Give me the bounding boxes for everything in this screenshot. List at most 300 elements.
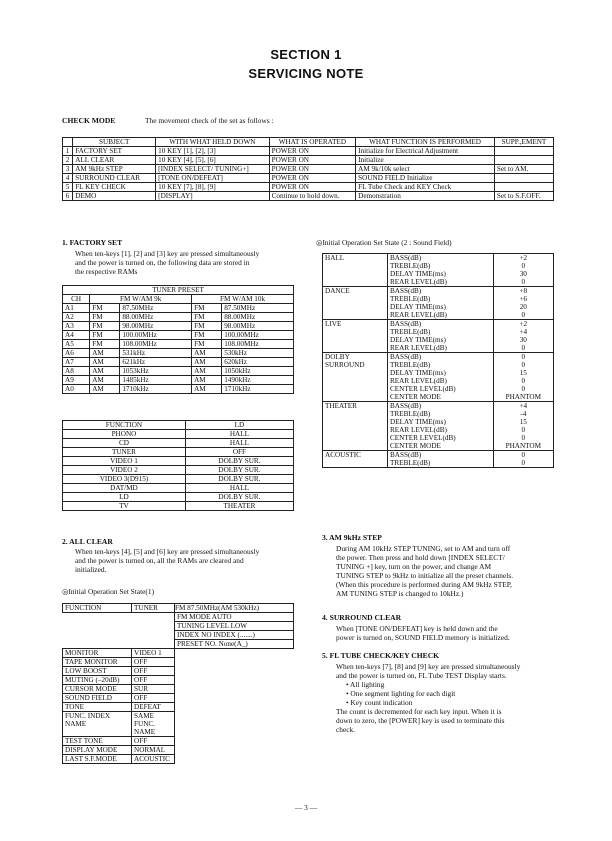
col-header: FM W/AM 10k <box>192 295 294 304</box>
table-row <box>63 502 294 511</box>
col-header: TUNER <box>132 604 175 613</box>
table-cell: 10 KEY [1], [2], [3] <box>156 147 269 156</box>
table-cell: 620kHz <box>222 358 294 367</box>
table-cell: FL Tube Check and KEY Check <box>356 183 495 192</box>
param-value: +4 <box>519 328 528 336</box>
table-cell: FM <box>192 322 222 331</box>
col-header: CH <box>63 295 90 304</box>
blank-cell <box>175 658 294 667</box>
table-cell: AM 9k/10k select <box>356 165 495 174</box>
table-row <box>63 331 294 340</box>
table-row <box>323 254 554 263</box>
table-row <box>63 466 294 475</box>
table-row <box>63 613 294 622</box>
table-cell: 1710kHz <box>222 385 294 394</box>
param-value: PHANTOM <box>505 393 541 401</box>
table-cell: FUNC. INDEX NAME <box>63 712 132 737</box>
table-row <box>63 737 294 746</box>
table-cell: 10 KEY [4], [5], [6] <box>156 156 269 165</box>
table-cell: ACOUSTIC <box>132 755 175 764</box>
table-cell: A3 <box>63 322 90 331</box>
table-cell: VIDEO 1 <box>63 457 186 466</box>
table-row <box>63 746 294 755</box>
table-cell: Set to S.F.OFF. <box>494 192 553 201</box>
table-row <box>63 457 294 466</box>
table-cell: DAT/MD <box>63 484 186 493</box>
table-cell: 100.00MHz <box>222 331 294 340</box>
group-name: DOLBY SURROUND <box>323 353 388 402</box>
table-cell: AM <box>192 349 222 358</box>
table-cell: 88.00MHz <box>222 313 294 322</box>
sound-field-table <box>322 253 554 468</box>
table-cell: OFF <box>132 694 175 703</box>
param-name: REAR LEVEL(dB) <box>388 311 494 320</box>
table-cell: VIDEO 2 <box>63 466 186 475</box>
group-name: DANCE <box>323 287 388 320</box>
table-cell: DEFEAT <box>132 703 175 712</box>
table-cell: 621kHz <box>120 358 192 367</box>
param-name: TREBLE(dB) <box>388 459 494 468</box>
param-value: 0 <box>521 311 526 319</box>
param-name: REAR LEVEL(dB) <box>388 377 494 385</box>
table-cell: 1053kHz <box>120 367 192 376</box>
table-cell: A2 <box>63 313 90 322</box>
table-cell: 6 <box>63 192 73 201</box>
param-value: 30 <box>519 336 527 344</box>
table-cell: POWER ON <box>269 147 356 156</box>
table-row <box>63 703 294 712</box>
table-cell: AM <box>90 376 120 385</box>
param-name: TREBLE(dB) <box>388 328 494 336</box>
table-row <box>63 493 294 502</box>
table-row <box>63 367 294 376</box>
table-cell: AM <box>90 358 120 367</box>
table-cell: POWER ON <box>269 156 356 165</box>
table-cell: 108.00MHz <box>222 340 294 349</box>
body-line: the respective RAMs <box>75 267 138 276</box>
param-value: 0 <box>493 353 553 362</box>
table-cell: VIDEO 3(D915) <box>63 475 186 484</box>
param-name: DELAY TIME(ms) <box>388 418 494 426</box>
table-row <box>63 349 294 358</box>
blank-cell <box>63 622 132 631</box>
table-row <box>63 322 294 331</box>
table-row <box>63 694 294 703</box>
table-cell: FM <box>90 322 120 331</box>
blank-cell <box>132 631 175 640</box>
body-line: power is turned on, SOUND FIELD memory is initialized. <box>336 633 510 642</box>
table-cell: MONITOR <box>63 649 132 658</box>
param-value: 0 <box>521 278 526 286</box>
check-mode-intro: The movement check of the set as follows : <box>145 116 274 125</box>
param-value: +2 <box>493 320 553 329</box>
table-cell: ALL CLEAR <box>73 156 156 165</box>
table-cell: POWER ON <box>269 174 356 183</box>
param-name: REAR LEVEL(dB) <box>388 426 494 434</box>
section-title: SERVICING NOTE <box>248 66 364 81</box>
table-row <box>63 439 294 448</box>
col-header: FM W/AM 9k <box>90 295 192 304</box>
col-header <box>63 138 73 147</box>
body-line: (When this procedure is performed during AM 9kHz STEP, <box>336 580 512 589</box>
table-row <box>63 649 294 658</box>
table-row <box>63 147 554 156</box>
table-cell: 1 <box>63 147 73 156</box>
param-value: 0 <box>493 451 553 460</box>
table-cell: TAPE MONITOR <box>63 658 132 667</box>
table-row <box>63 192 554 201</box>
tuner-preset-title: TUNER PRESET <box>63 286 294 295</box>
table-cell: TONE <box>63 703 132 712</box>
table-row <box>63 313 294 322</box>
body-line: and the power is turned on, all the RAMs are cleared and <box>75 556 244 565</box>
section-number: SECTION 1 <box>270 47 342 62</box>
param-name: DELAY TIME(ms) <box>388 270 494 278</box>
param-name: BASS(dB) <box>388 402 494 411</box>
table-cell: FM <box>90 340 120 349</box>
table-cell: DOLBY SUR. <box>185 475 293 484</box>
table-row <box>63 183 554 192</box>
table-cell: SOUND FIELD Initialize <box>356 174 495 183</box>
table-cell: 87.50MHz <box>222 304 294 313</box>
table-cell: DISPLAY MODE <box>63 746 132 755</box>
table-cell: MUTING (–20dB) <box>63 676 132 685</box>
param-name: DELAY TIME(ms) <box>388 369 494 377</box>
blank-cell <box>175 703 294 712</box>
table-cell: AM <box>192 358 222 367</box>
table-cell: 531kHz <box>120 349 192 358</box>
table-cell: AM <box>192 385 222 394</box>
table-cell: OFF <box>132 737 175 746</box>
param-name: TREBLE(dB) <box>388 361 494 369</box>
table-cell: FM <box>192 331 222 340</box>
table-cell: TEST TONE <box>63 737 132 746</box>
table-cell: A8 <box>63 367 90 376</box>
param-value: 0 <box>521 344 526 352</box>
group-name: ACOUSTIC <box>323 451 388 468</box>
param-name: DELAY TIME(ms) <box>388 336 494 344</box>
fl-check-heading: 5. FL TUBE CHECK/KEY CHECK <box>322 651 440 660</box>
table-cell: LAST S.F.MODE <box>63 755 132 764</box>
group-name: THEATER <box>323 402 388 451</box>
table-row <box>63 631 294 640</box>
param-value: 15 <box>519 369 527 377</box>
param-value: 0 <box>521 377 526 385</box>
table-cell: [DISPLAY] <box>156 192 269 201</box>
table-row <box>63 475 294 484</box>
table-row <box>63 685 294 694</box>
table-cell: LOW BOOST <box>63 667 132 676</box>
table-cell: AM 9kHz STEP <box>73 165 156 174</box>
table-cell: FM <box>90 313 120 322</box>
param-value: 0 <box>521 459 526 467</box>
param-name: TREBLE(dB) <box>388 262 494 270</box>
table-cell: OFF <box>132 676 175 685</box>
bullet-item: • One segment lighting for each digit <box>346 689 456 698</box>
table-cell: AM <box>90 367 120 376</box>
param-value: +2 <box>519 254 528 262</box>
group-name: HALL <box>323 254 388 287</box>
table-cell: TUNER <box>63 448 186 457</box>
param-value: PHANTOM <box>505 442 541 450</box>
param-name: BASS(dB) <box>388 320 494 329</box>
table-cell: A4 <box>63 331 90 340</box>
param-name: CENTER MODE <box>388 442 494 451</box>
blank-cell <box>175 685 294 694</box>
table-cell: A7 <box>63 358 90 367</box>
page-number: — 3 — <box>294 803 318 812</box>
table-cell: AM <box>192 367 222 376</box>
param-name: CENTER MODE <box>388 393 494 402</box>
blank-cell <box>175 667 294 676</box>
body-line: When ten-keys [1], [2] and [3] key are pressed simultaneously <box>75 249 260 258</box>
table-cell: VIDEO 1 <box>132 649 175 658</box>
table-cell: DOLBY SUR. <box>185 493 293 502</box>
table-cell: FM <box>192 340 222 349</box>
table-cell: 2 <box>63 156 73 165</box>
param-name: REAR LEVEL(dB) <box>388 278 494 287</box>
blank-cell <box>175 649 294 658</box>
table-cell: Demonstration <box>356 192 495 201</box>
table-cell: 1490kHz <box>222 376 294 385</box>
table-cell: 100.00MHz <box>120 331 192 340</box>
table-cell: SAME FUNC. NAME <box>132 712 175 737</box>
surround-clear-heading: 4. SURROUND CLEAR <box>322 613 402 622</box>
blank-cell <box>175 712 294 737</box>
blank-cell <box>63 613 132 622</box>
table-cell: SOUND FIELD <box>63 694 132 703</box>
param-value: 20 <box>519 303 527 311</box>
body-line: check. <box>336 725 356 734</box>
table-cell: A6 <box>63 349 90 358</box>
table-cell: CURSOR MODE <box>63 685 132 694</box>
param-name: CENTER LEVEL(dB) <box>388 385 494 393</box>
table-cell: FM <box>192 313 222 322</box>
table-cell: NORMAL <box>132 746 175 755</box>
table-cell: AM <box>192 376 222 385</box>
table-cell: A5 <box>63 340 90 349</box>
table-cell: FM <box>90 304 120 313</box>
tuner-preset-table <box>62 285 294 394</box>
blank-cell <box>175 694 294 703</box>
table-cell: AM <box>90 385 120 394</box>
factory-set-heading: 1. FACTORY SET <box>62 238 123 247</box>
table-cell: 5 <box>63 183 73 192</box>
param-value: 15 <box>519 418 527 426</box>
table-row <box>323 402 554 411</box>
blank-cell <box>175 737 294 746</box>
table-cell: POWER ON <box>269 183 356 192</box>
table-cell: CD <box>63 439 186 448</box>
table-row <box>63 622 294 631</box>
param-name: BASS(dB) <box>388 353 494 362</box>
table-cell: SUR <box>132 685 175 694</box>
table-row <box>63 712 294 737</box>
blank-cell <box>63 631 132 640</box>
table-row <box>63 385 294 394</box>
table-cell: HALL <box>185 439 293 448</box>
body-line: When ten-keys [7], [8] and [9] key are pressed simultaneously <box>336 662 521 671</box>
table-cell: [INDEX SELECT/ TUNING+] <box>156 165 269 174</box>
body-line: and the power is turned on, FL Tube TEST Display starts. <box>336 671 507 680</box>
table-cell: DOLBY SUR. <box>185 457 293 466</box>
table-row <box>323 287 554 296</box>
table-cell: FL KEY CHECK <box>73 183 156 192</box>
table-cell: OFF <box>132 667 175 676</box>
tuner-line: FM MODE AUTO <box>175 613 294 622</box>
bullet-item: • Key count indication <box>346 698 413 707</box>
param-value: 30 <box>519 270 527 278</box>
table-row <box>63 165 554 174</box>
body-line: AM TUNING STEP is changed to 10kHz.) <box>336 589 464 598</box>
table-cell: HALL <box>185 484 293 493</box>
table-cell: 87.50MHz <box>120 304 192 313</box>
table-row <box>63 304 294 313</box>
body-line: The count is decremented for each key input. When it is <box>336 707 502 716</box>
table-cell: 98.00MHz <box>120 322 192 331</box>
bullet-item: • All lighting <box>346 680 385 689</box>
param-value: 0 <box>521 361 526 369</box>
table-cell: HALL <box>185 430 293 439</box>
table-cell: A9 <box>63 376 90 385</box>
table-cell: Initialize for Electrical Adjustment <box>356 147 495 156</box>
param-value: +4 <box>493 402 553 411</box>
am9k-heading: 3. AM 9kHz STEP <box>322 533 382 542</box>
table-row <box>63 174 554 183</box>
table-row <box>323 451 554 460</box>
surround-clear-body <box>336 624 510 642</box>
tuner-line: TUNING LEVEL LOW <box>175 622 294 631</box>
table-cell: DOLBY SUR. <box>185 466 293 475</box>
param-name: CENTER LEVEL(dB) <box>388 434 494 442</box>
op-state1-heading: ◎Initial Operation Set State(1) <box>62 587 155 596</box>
table-cell: PHONO <box>63 430 186 439</box>
table-cell: 98.00MHz <box>222 322 294 331</box>
param-value: 0 <box>521 426 526 434</box>
param-name: BASS(dB) <box>388 254 494 263</box>
table-row <box>63 676 294 685</box>
param-value: 0 <box>521 385 526 393</box>
table-row <box>63 640 294 649</box>
table-row <box>63 340 294 349</box>
table-cell: 1050kHz <box>222 367 294 376</box>
tuner-line: FM 87.50MHz(AM 530kHz) <box>175 604 260 612</box>
table-cell: POWER ON <box>269 165 356 174</box>
blank-cell <box>175 746 294 755</box>
blank-cell <box>175 755 294 764</box>
all-clear-heading: 2. ALL CLEAR <box>62 537 113 546</box>
body-line: initialized. <box>75 565 107 574</box>
table-cell: OFF <box>185 448 293 457</box>
param-name: DELAY TIME(ms) <box>388 303 494 311</box>
blank-cell <box>175 676 294 685</box>
blank-cell <box>132 613 175 622</box>
table-cell: A0 <box>63 385 90 394</box>
table-cell: 108.00MHz <box>120 340 192 349</box>
table-row <box>63 755 294 764</box>
table-cell: THEATER <box>185 502 293 511</box>
param-value: +8 <box>493 287 553 296</box>
table-row <box>63 376 294 385</box>
table-row <box>63 430 294 439</box>
group-name: LIVE <box>323 320 388 353</box>
table-cell: Continue to hold down. <box>269 192 356 201</box>
table-row <box>63 156 554 165</box>
param-name: BASS(dB) <box>388 287 494 296</box>
body-line: When [TONE ON/DEFEAT] key is held down and the <box>336 624 498 633</box>
am9k-body <box>336 544 513 598</box>
table-cell: 4 <box>63 174 73 183</box>
table-cell <box>494 183 553 192</box>
table-cell: 1710kHz <box>120 385 192 394</box>
body-line: During AM 10kHz STEP TUNING, set to AM and turn off <box>336 544 511 553</box>
table-cell: FM <box>90 331 120 340</box>
table-cell: SURROUND CLEAR <box>73 174 156 183</box>
check-mode-heading: CHECK MODE <box>62 116 116 125</box>
body-line: TUNING STEP to 9kHz to initialize all the preset channels. <box>336 571 514 580</box>
table-cell <box>494 147 553 156</box>
table-row <box>63 667 294 676</box>
table-cell: FACTORY SET <box>73 147 156 156</box>
tuner-line: INDEX NO INDEX (.......) <box>175 631 294 640</box>
table-cell: A1 <box>63 304 90 313</box>
table-cell: OFF <box>132 658 175 667</box>
check-mode-table <box>62 137 554 201</box>
table-cell: 1485kHz <box>120 376 192 385</box>
table-cell: [TONE ON/DEFEAT] <box>156 174 269 183</box>
op-state1-table <box>62 603 294 764</box>
col-header: SUBJECT <box>73 138 156 147</box>
all-clear-body <box>75 547 259 574</box>
col-header: WITH WHAT HELD DOWN <box>156 138 269 147</box>
col-header: FUNCTION <box>63 421 186 430</box>
param-value: 0 <box>521 434 526 442</box>
param-name: BASS(dB) <box>388 451 494 460</box>
table-cell: 10 KEY [7], [8], [9] <box>156 183 269 192</box>
col-header: WHAT FUNCTION IS PERFORMED <box>356 138 495 147</box>
body-line: down to zero, the [POWER] key is used to terminate this <box>336 716 505 725</box>
fl-check-body <box>336 662 520 734</box>
col-header: SUPP.,EMENT <box>494 138 553 147</box>
table-cell: TV <box>63 502 186 511</box>
col-header: WHAT IS OPERATED <box>269 138 356 147</box>
table-cell: 530kHz <box>222 349 294 358</box>
table-cell: FM <box>192 304 222 313</box>
param-value: +6 <box>519 295 528 303</box>
table-row <box>63 448 294 457</box>
table-row <box>63 484 294 493</box>
table-cell: Initialize <box>356 156 495 165</box>
table-row <box>63 358 294 367</box>
table-row <box>323 353 554 362</box>
tuner-line: PRESET NO. None(A_) <box>175 640 294 649</box>
body-line: the power. Then press and hold down [INDEX SELECT/ <box>336 553 505 562</box>
factory-set-body <box>75 249 259 276</box>
body-line: TUNING +] key, turn on the power, and change AM <box>336 562 492 571</box>
function-ld-table <box>62 420 294 511</box>
table-cell: 3 <box>63 165 73 174</box>
table-cell: Set to AM. <box>494 165 553 174</box>
body-line: When ten-keys [4], [5] and [6] key are pressed simultaneously <box>75 547 260 556</box>
col-header: FUNCTION <box>63 604 132 613</box>
table-cell: LD <box>63 493 186 502</box>
param-value: -4 <box>520 410 527 418</box>
sound-field-heading: ◎Initial Operation Set State (2 : Sound Field) <box>316 238 452 247</box>
table-cell: DEMO <box>73 192 156 201</box>
table-cell <box>494 174 553 183</box>
blank-cell <box>132 640 175 649</box>
blank-cell <box>132 622 175 631</box>
